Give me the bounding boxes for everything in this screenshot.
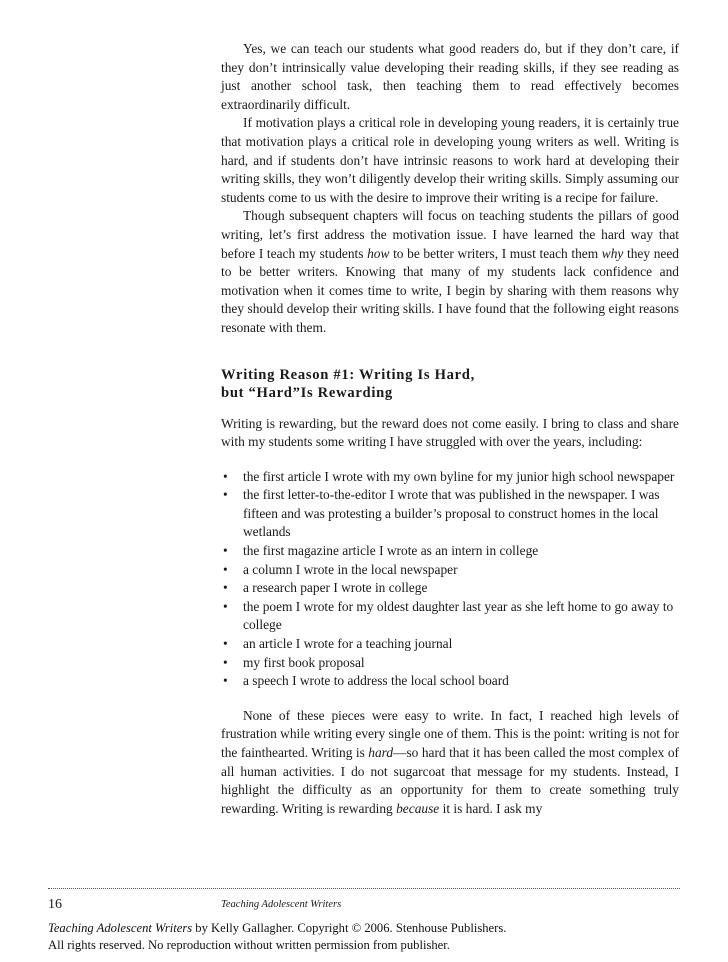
list-item: • the first article I wrote with my own byline for my junior high school newspaper bbox=[221, 468, 679, 487]
bullet-icon: • bbox=[223, 673, 228, 689]
list-item: • a speech I wrote to address the local school board bbox=[221, 672, 679, 691]
footer-divider bbox=[48, 888, 680, 889]
main-text-column bbox=[221, 40, 679, 818]
paragraph: Yes, we can teach our students what good readers do, but if they don’t care, if they don’t intrinsically value developing their reading skills, if they see reading as just another school task, then teaching them to read effectively becomes extraordinarily difficult. bbox=[221, 41, 679, 112]
copyright-notice: Teaching Adolescent Writers by Kelly Gallagher. Copyright © 2006. Stenhouse Publishers. All rights reserved. No reproduction without written permission from publisher. bbox=[48, 921, 507, 952]
list-item: • the first magazine article I wrote as an intern in college bbox=[221, 542, 679, 561]
bullet-icon: • bbox=[223, 487, 228, 503]
bullet-list bbox=[221, 468, 679, 691]
bullet-icon: • bbox=[223, 561, 228, 577]
paragraph: None of these pieces were easy to write. In fact, I reached high levels of frustration while writing every single one of them. This is the point: writing is not for the fainthearted. Writing is hard—so hard that it has been called the most complex of all human activities. I do not sugarcoat that message for my students. Instead, I highlight the difficulty as an opportunity for them to create something truly rewarding. Writing is rewarding because it is hard. I ask my bbox=[221, 707, 679, 816]
page-number: 16 bbox=[48, 897, 62, 912]
section-heading: Writing Reason #1: Writing Is Hard, but “Hard”Is Rewarding bbox=[221, 366, 475, 401]
list-item: • a column I wrote in the local newspaper bbox=[221, 561, 679, 580]
paragraph: Writing is rewarding, but the reward does not come easily. I bring to class and share with my students some writing I have struggled with over the years, including: bbox=[221, 415, 679, 450]
bullet-icon: • bbox=[223, 654, 228, 670]
paragraph: If motivation plays a critical role in developing young readers, it is certainly true that motivation plays a critical role in developing young writers as well. Writing is hard, and if students don’t have intrinsic reasons to work hard at developing their writing skills, they won’t diligently develop their writing skills. Simply assuming our students come to us with the desire to improve their writing is a recipe for failure. bbox=[221, 115, 679, 205]
bullet-icon: • bbox=[223, 543, 228, 559]
bullet-icon: • bbox=[223, 598, 228, 614]
list-item: • the first letter-to-the-editor I wrote that was published in the newspaper. I was fifteen and was protesting a builder’s proposal to construct homes in the local wetlands bbox=[223, 487, 660, 540]
list-item: • the poem I wrote for my oldest daughter last year as she left home to go away to college bbox=[223, 598, 674, 633]
list-item: • my first book proposal bbox=[221, 654, 679, 673]
bullet-icon: • bbox=[223, 468, 228, 484]
bullet-icon: • bbox=[223, 636, 228, 652]
list-item: • a research paper I wrote in college bbox=[221, 579, 679, 598]
list-item: • an article I wrote for a teaching journal bbox=[221, 635, 679, 654]
paragraph: Though subsequent chapters will focus on teaching students the pillars of good writing, let’s first address the motivation issue. I have learned the hard way that before I teach my students how to be better writers, I must teach them why they need to be better writers. Knowing that many of my students lack confidence and motivation when it comes time to write, I begin by sharing with them reasons why they should develop their writing skills. I have found that the following eight reasons resonate with them. bbox=[221, 208, 679, 335]
running-head: Teaching Adolescent Writers bbox=[221, 899, 342, 910]
bullet-icon: • bbox=[223, 580, 228, 596]
